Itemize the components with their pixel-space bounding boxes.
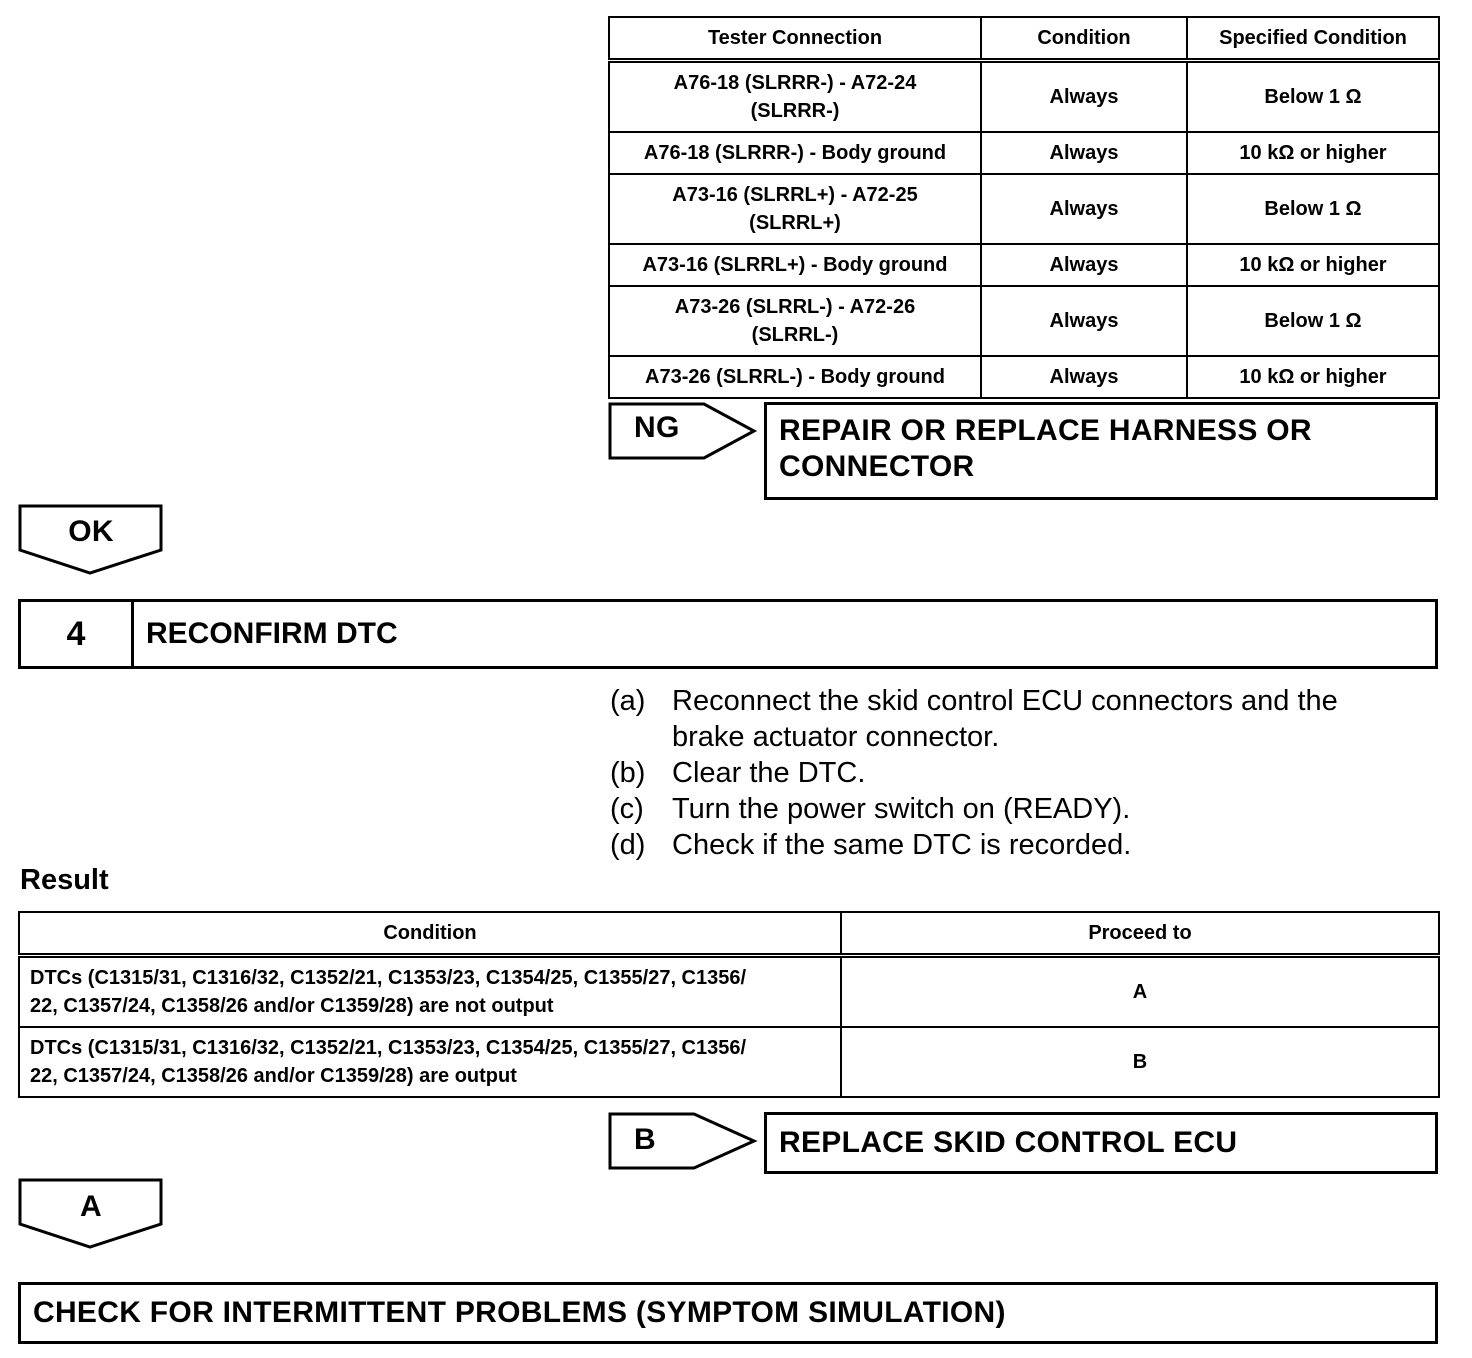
spec-cell-specified: Below 1 Ω <box>1187 61 1439 133</box>
procedure-item <box>610 791 1450 827</box>
spec-cell-connection: A76-18 (SLRRR-) - A72-24 (SLRRR-) <box>609 61 981 133</box>
step-number: 4 <box>21 602 134 666</box>
result-cell-condition <box>19 1027 841 1097</box>
ng-arrow <box>608 402 758 460</box>
result-heading: Result <box>20 864 109 896</box>
procedure-list <box>610 683 1450 863</box>
final-step-box <box>18 1282 1438 1344</box>
spec-header-condition: Condition <box>981 17 1187 61</box>
final-step-title: CHECK FOR INTERMITTENT PROBLEMS (SYMPTOM SIMULATION) <box>33 1296 1006 1329</box>
spec-cell-connection: A76-18 (SLRRR-) - Body ground <box>609 132 981 174</box>
result-condition-line: DTCs (C1315/31, C1316/32, C1352/21, C1353/23, C1354/25, C1355/27, C1356/ <box>30 967 747 989</box>
spec-cell-connection: A73-16 (SLRRL+) - A72-25 (SLRRL+) <box>609 174 981 244</box>
spec-table-row <box>609 61 1439 133</box>
procedure-text: Turn the power switch on (READY). <box>672 793 1131 825</box>
procedure-label: (a) <box>610 685 646 717</box>
procedure-item <box>610 755 1450 791</box>
result-table-row <box>19 1027 1439 1097</box>
spec-cell-specified: 10 kΩ or higher <box>1187 132 1439 174</box>
ng-label: NG <box>634 411 680 444</box>
spec-cell-condition: Always <box>981 61 1187 133</box>
spec-header-connection: Tester Connection <box>609 17 981 61</box>
spec-table-row <box>609 244 1439 286</box>
ok-label: OK <box>68 515 114 548</box>
ng-action-line1: REPAIR OR REPLACE HARNESS OR <box>779 414 1312 447</box>
b-arrow <box>608 1112 758 1170</box>
b-action-box <box>764 1112 1438 1174</box>
result-table-row <box>19 956 1439 1028</box>
step-4-header <box>18 599 1438 669</box>
procedure-text: Check if the same DTC is recorded. <box>672 829 1132 861</box>
step-title: RECONFIRM DTC <box>146 617 398 650</box>
b-label: B <box>634 1123 656 1156</box>
procedure-label: (c) <box>610 793 644 825</box>
procedure-label: (b) <box>610 757 646 789</box>
procedure-text: brake actuator connector. <box>672 721 1000 753</box>
spec-table-row <box>609 356 1439 398</box>
result-condition-line: DTCs (C1315/31, C1316/32, C1352/21, C1353/23, C1354/25, C1355/27, C1356/ <box>30 1037 747 1059</box>
spec-table-header-row <box>609 17 1439 61</box>
result-header-proceed: Proceed to <box>841 912 1439 956</box>
spec-table <box>608 16 1440 399</box>
spec-cell-condition: Always <box>981 286 1187 356</box>
result-table-header-row <box>19 912 1439 956</box>
spec-cell-specified: 10 kΩ or higher <box>1187 356 1439 398</box>
ng-action-line2: CONNECTOR <box>779 450 975 483</box>
spec-cell-connection: A73-26 (SLRRL-) - Body ground <box>609 356 981 398</box>
result-condition-line: 22, C1357/24, C1358/26 and/or C1359/28) are not output <box>30 995 554 1017</box>
spec-cell-specified: 10 kΩ or higher <box>1187 244 1439 286</box>
b-action-text: REPLACE SKID CONTROL ECU <box>779 1126 1238 1159</box>
procedure-text: Clear the DTC. <box>672 757 866 789</box>
spec-cell-condition: Always <box>981 356 1187 398</box>
result-condition-line: 22, C1357/24, C1358/26 and/or C1359/28) are output <box>30 1065 517 1087</box>
spec-cell-specified: Below 1 Ω <box>1187 286 1439 356</box>
ng-action-box <box>764 402 1438 500</box>
result-cell-condition <box>19 956 841 1028</box>
spec-table-row <box>609 132 1439 174</box>
a-label: A <box>80 1190 102 1223</box>
procedure-item <box>610 827 1450 863</box>
spec-cell-specified: Below 1 Ω <box>1187 174 1439 244</box>
spec-cell-condition: Always <box>981 244 1187 286</box>
spec-cell-connection: A73-26 (SLRRL-) - A72-26 (SLRRL-) <box>609 286 981 356</box>
spec-cell-connection: A73-16 (SLRRL+) - Body ground <box>609 244 981 286</box>
result-cell-proceed: A <box>841 956 1439 1028</box>
result-cell-proceed: B <box>841 1027 1439 1097</box>
spec-table-row <box>609 174 1439 244</box>
procedure-text: Reconnect the skid control ECU connectors and the <box>672 685 1338 717</box>
result-table <box>18 911 1440 1098</box>
spec-cell-condition: Always <box>981 174 1187 244</box>
procedure-label: (d) <box>610 829 646 861</box>
spec-table-row <box>609 286 1439 356</box>
spec-header-specified: Specified Condition <box>1187 17 1439 61</box>
result-header-condition: Condition <box>19 912 841 956</box>
spec-cell-condition: Always <box>981 132 1187 174</box>
procedure-item <box>610 683 1450 755</box>
